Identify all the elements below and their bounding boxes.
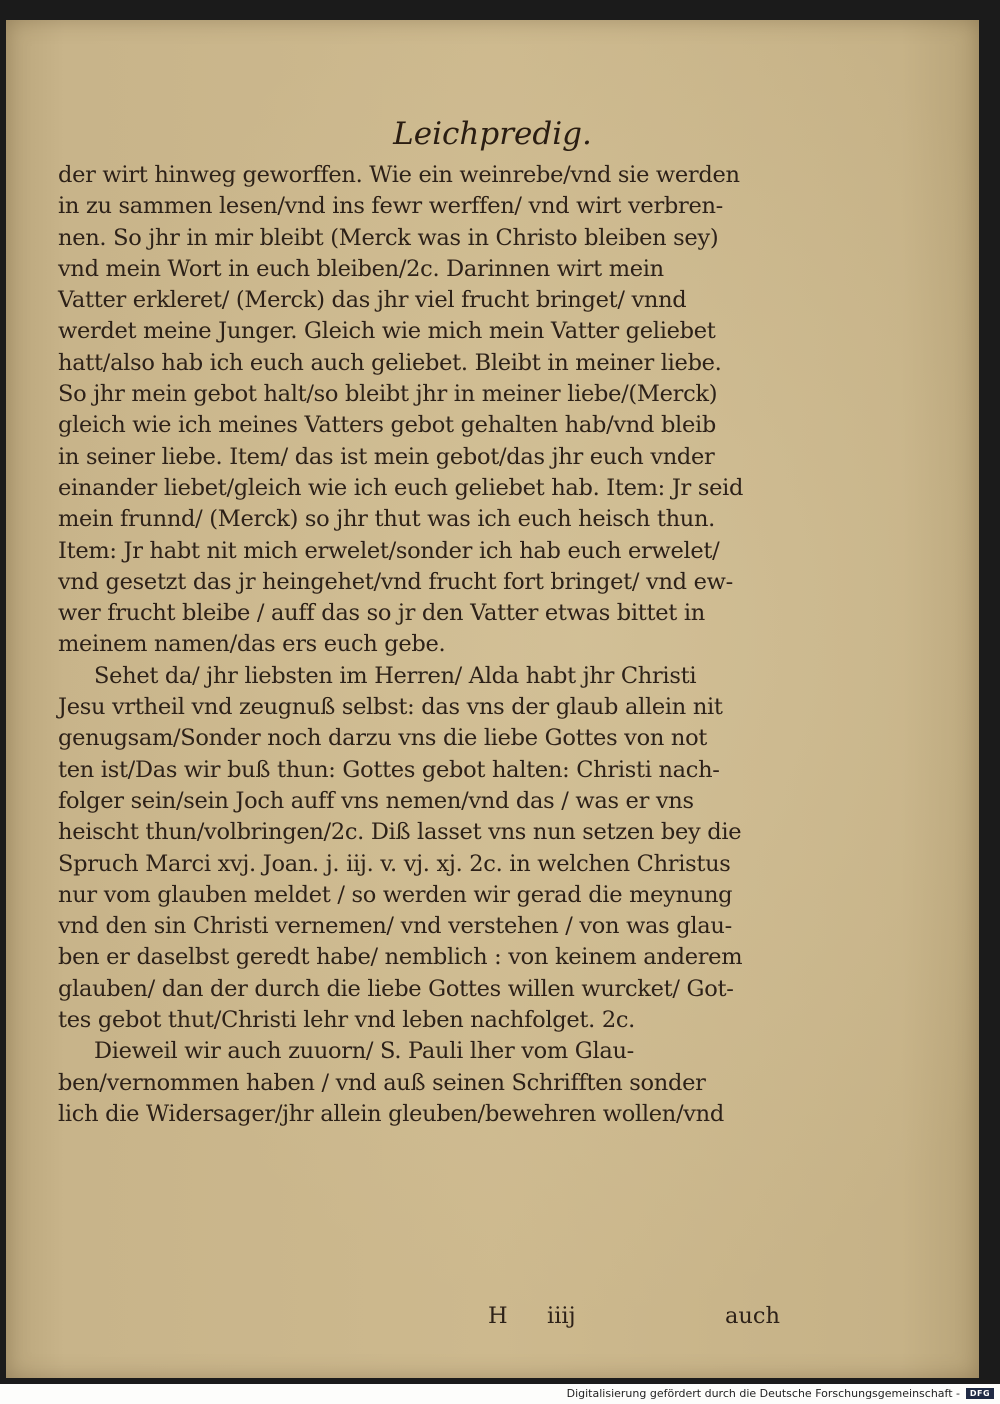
text-line: Jesu vrtheil vnd zeugnuß selbst: das vns der glaub allein nit xyxy=(58,694,723,721)
text-line: vnd mein Wort in euch bleiben/2c. Darinnen wirt mein xyxy=(58,255,664,282)
text-line: nen. So jhr in mir bleibt (Merck was in Christo bleiben sey) xyxy=(58,224,719,251)
text-line: hatt/also hab ich euch auch geliebet. Bleibt in meiner liebe. xyxy=(58,349,722,376)
text-line: ben er daselbst geredt habe/ nemblich : von keinem anderem xyxy=(58,944,743,971)
signature-mark: H xyxy=(488,1303,508,1329)
text-line: folger sein/sein Joch auff vns nemen/vnd das / was er vns xyxy=(58,787,694,814)
text-line: mein frunnd/ (Merck) so jhr thut was ich euch heisch thun. xyxy=(58,506,715,533)
signature-number: iiij xyxy=(547,1303,576,1329)
text-line: Item: Jr habt nit mich erwelet/sonder ich hab euch erwelet/ xyxy=(58,537,720,564)
body-text xyxy=(58,160,780,1329)
text-line: ten ist/Das wir buß thun: Gottes gebot halten: Christi nach- xyxy=(58,756,720,783)
text-line: einander liebet/gleich wie ich euch geliebet hab. Item: Jr seid xyxy=(58,474,744,501)
text-line: in seiner liebe. Item/ das ist mein gebot/das jhr euch vnder xyxy=(58,443,715,470)
book-page xyxy=(6,20,979,1378)
digitization-footer xyxy=(0,1384,1000,1404)
text-line: wer frucht bleibe / auff das so jr den Vatter etwas bittet in xyxy=(58,600,705,627)
running-head: Leichpredig. xyxy=(393,116,592,152)
footer-credit: Digitalisierung gefördert durch die Deutsche Forschungsgemeinschaft - xyxy=(566,1387,960,1400)
text-line: Vatter erkleret/ (Merck) das jhr viel frucht bringet/ vnnd xyxy=(58,287,687,314)
text-line: vnd den sin Christi vernemen/ vnd verstehen / von was glau- xyxy=(58,913,732,940)
text-line: genugsam/Sonder noch darzu vns die liebe Gottes von not xyxy=(58,725,708,752)
text-line: nur vom glauben meldet / so werden wir gerad die meynung xyxy=(58,881,733,908)
text-line: heischt thun/volbringen/2c. Diß lasset vns nun setzen bey die xyxy=(58,819,742,846)
catchword: auch xyxy=(725,1303,780,1329)
text-line: werdet meine Junger. Gleich wie mich mein Vatter geliebet xyxy=(58,318,716,345)
text-line: Dieweil wir auch zuuorn/ S. Pauli lher vom Glau- xyxy=(94,1038,634,1065)
text-line: Sehet da/ jhr liebsten im Herren/ Alda habt jhr Christi xyxy=(94,662,697,689)
text-line: So jhr mein gebot halt/so bleibt jhr in meiner liebe/(Merck) xyxy=(58,381,718,408)
signature-line xyxy=(58,1303,778,1335)
text-line: Spruch Marci xvj. Joan. j. iij. v. vj. xj. 2c. in welchen Christus xyxy=(58,850,731,877)
text-line: glauben/ dan der durch die liebe Gottes willen wurcket/ Got- xyxy=(58,975,734,1002)
text-line: meinem namen/das ers euch gebe. xyxy=(58,631,446,658)
text-line: gleich wie ich meines Vatters gebot gehalten hab/vnd bleib xyxy=(58,412,716,439)
text-line: der wirt hinweg geworffen. Wie ein weinrebe/vnd sie werden xyxy=(58,162,740,188)
text-line: tes gebot thut/Christi lehr vnd leben nachfolget. 2c. xyxy=(58,1007,635,1034)
text-line: vnd gesetzt das jr heingehet/vnd frucht fort bringet/ vnd ew- xyxy=(58,568,733,595)
text-line: ben/vernommen haben / vnd auß seinen Schrifften sonder xyxy=(58,1069,706,1096)
dfg-logo: DFG xyxy=(966,1388,994,1399)
text-line: lich die Widersager/jhr allein gleuben/bewehren wollen/vnd xyxy=(58,1100,724,1127)
text-line: in zu sammen lesen/vnd ins fewr werffen/ vnd wirt verbren- xyxy=(58,193,723,220)
